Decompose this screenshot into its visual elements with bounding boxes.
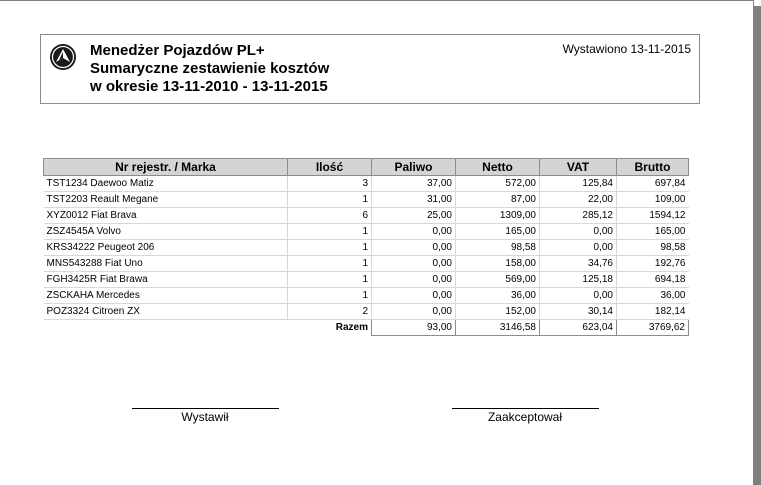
signature-label-issuer: Wystawił bbox=[181, 410, 229, 424]
app-logo-icon bbox=[49, 43, 77, 71]
vat-cell: 0,00 bbox=[540, 224, 617, 240]
vat-cell: 285,12 bbox=[540, 208, 617, 224]
total-label: Razem bbox=[335, 322, 368, 334]
total-vat: 623,04 bbox=[540, 320, 617, 336]
quantity-cell: 2 bbox=[288, 304, 372, 320]
column-header: Nr rejestr. / Marka bbox=[44, 159, 288, 176]
table-row bbox=[44, 192, 689, 208]
gross-cell: 192,76 bbox=[617, 256, 689, 272]
fuel-cell: 0,00 bbox=[372, 224, 456, 240]
vat-cell: 34,76 bbox=[540, 256, 617, 272]
app-name: Menedżer Pojazdów PL+ bbox=[90, 42, 265, 59]
gross-cell: 1594,12 bbox=[617, 208, 689, 224]
net-cell: 152,00 bbox=[456, 304, 540, 320]
report-title-block bbox=[90, 42, 329, 96]
gross-cell: 165,00 bbox=[617, 224, 689, 240]
fuel-cell: 25,00 bbox=[372, 208, 456, 224]
quantity-cell: 1 bbox=[288, 288, 372, 304]
table-row bbox=[44, 304, 689, 320]
table-row bbox=[44, 208, 689, 224]
page-shadow bbox=[754, 6, 761, 485]
net-cell: 98,58 bbox=[456, 240, 540, 256]
vehicle-cell: ZSZ4545A Volvo bbox=[44, 224, 288, 240]
fuel-cell: 37,00 bbox=[372, 176, 456, 192]
quantity-cell: 1 bbox=[288, 240, 372, 256]
fuel-cell: 0,00 bbox=[372, 240, 456, 256]
cost-summary-table bbox=[43, 158, 689, 336]
fuel-cell: 0,00 bbox=[372, 288, 456, 304]
report-title: Sumaryczne zestawienie kosztów bbox=[90, 60, 330, 77]
vat-cell: 30,14 bbox=[540, 304, 617, 320]
net-cell: 569,00 bbox=[456, 272, 540, 288]
vehicle-cell: FGH3425R Fiat Brawa bbox=[44, 272, 288, 288]
quantity-cell: 3 bbox=[288, 176, 372, 192]
vat-cell: 0,00 bbox=[540, 288, 617, 304]
fuel-cell: 0,00 bbox=[372, 272, 456, 288]
gross-cell: 109,00 bbox=[617, 192, 689, 208]
gross-cell: 98,58 bbox=[617, 240, 689, 256]
quantity-cell: 1 bbox=[288, 256, 372, 272]
quantity-cell: 1 bbox=[288, 224, 372, 240]
table-row bbox=[44, 224, 689, 240]
net-cell: 87,00 bbox=[456, 192, 540, 208]
total-fuel: 93,00 bbox=[372, 320, 456, 336]
net-cell: 158,00 bbox=[456, 256, 540, 272]
gross-cell: 36,00 bbox=[617, 288, 689, 304]
vat-cell: 22,00 bbox=[540, 192, 617, 208]
net-cell: 165,00 bbox=[456, 224, 540, 240]
net-cell: 1309,00 bbox=[456, 208, 540, 224]
report-period: w okresie 13-11-2010 - 13-11-2015 bbox=[90, 78, 328, 95]
signature-line-issuer bbox=[132, 408, 279, 409]
gross-cell: 697,84 bbox=[617, 176, 689, 192]
vat-cell: 125,84 bbox=[540, 176, 617, 192]
column-header: VAT bbox=[540, 159, 617, 176]
column-header: Brutto bbox=[617, 159, 689, 176]
total-net: 3146,58 bbox=[456, 320, 540, 336]
signature-line-approver bbox=[452, 408, 599, 409]
signature-label-approver: Zaakceptował bbox=[487, 410, 563, 424]
table-row bbox=[44, 272, 689, 288]
total-row bbox=[44, 320, 689, 336]
issued-date: Wystawiono 13-11-2015 bbox=[562, 42, 691, 56]
vat-cell: 125,18 bbox=[540, 272, 617, 288]
report-header bbox=[40, 34, 700, 104]
vehicle-cell: POZ3324 Citroen ZX bbox=[44, 304, 288, 320]
table-row bbox=[44, 256, 689, 272]
gross-cell: 694,18 bbox=[617, 272, 689, 288]
table-row bbox=[44, 176, 689, 192]
net-cell: 36,00 bbox=[456, 288, 540, 304]
vehicle-cell: XYZ0012 Fiat Brava bbox=[44, 208, 288, 224]
quantity-cell: 1 bbox=[288, 192, 372, 208]
fuel-cell: 0,00 bbox=[372, 304, 456, 320]
column-header: Netto bbox=[456, 159, 540, 176]
vehicle-cell: TST1234 Daewoo Matiz bbox=[44, 176, 288, 192]
total-gross: 3769,62 bbox=[617, 320, 689, 336]
fuel-cell: 0,00 bbox=[372, 256, 456, 272]
fuel-cell: 31,00 bbox=[372, 192, 456, 208]
table-row bbox=[44, 288, 689, 304]
vehicle-cell: MNS543288 Fiat Uno bbox=[44, 256, 288, 272]
quantity-cell: 1 bbox=[288, 272, 372, 288]
quantity-cell: 6 bbox=[288, 208, 372, 224]
gross-cell: 182,14 bbox=[617, 304, 689, 320]
net-cell: 572,00 bbox=[456, 176, 540, 192]
column-header: Paliwo bbox=[372, 159, 456, 176]
table-row bbox=[44, 240, 689, 256]
vehicle-cell: TST2203 Reault Megane bbox=[44, 192, 288, 208]
table-header-row bbox=[44, 159, 689, 176]
vat-cell: 0,00 bbox=[540, 240, 617, 256]
vehicle-cell: ZSCKAHA Mercedes bbox=[44, 288, 288, 304]
vehicle-cell: KRS34222 Peugeot 206 bbox=[44, 240, 288, 256]
column-header: Ilość bbox=[288, 159, 372, 176]
